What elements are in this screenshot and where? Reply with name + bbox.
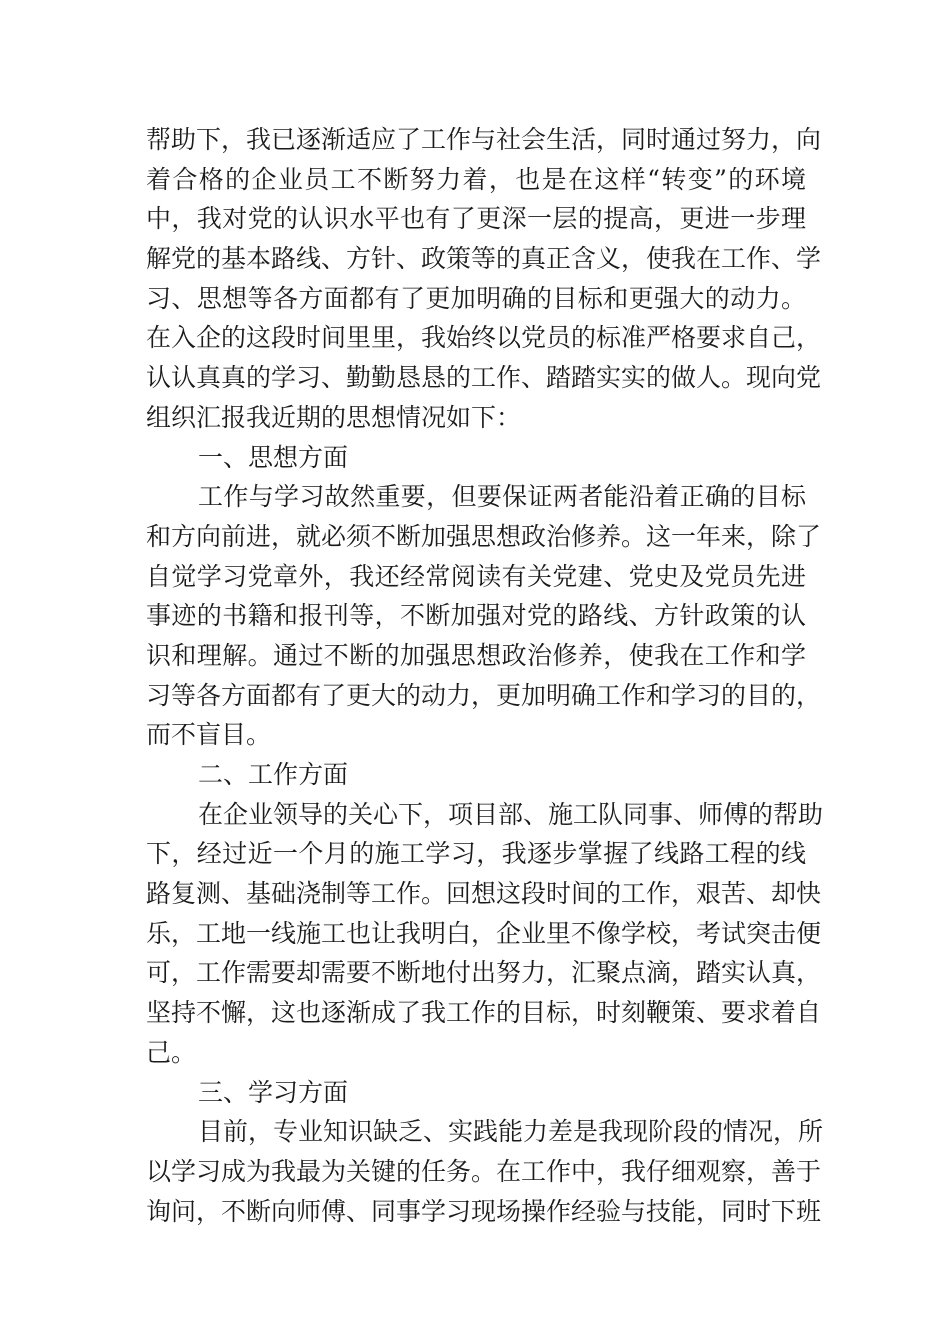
text-line: 识和理解。通过不断的加强思想政治修养，使我在工作和学 (146, 640, 806, 670)
text-line: 自觉学习党章外，我还经常阅读有关党建、党史及党员先进 (146, 561, 806, 591)
text-line: 在入企的这段时间里里，我始终以党员的标准严格要求自己， (146, 323, 822, 353)
text-line: 认认真真的学习、勤勤恳恳的工作、踏踏实实的做人。现向党 (146, 363, 822, 393)
text-line: 和方向前进，就必须不断加强思想政治修养。这一年来，除了 (146, 521, 822, 551)
text-line: 下，经过近一个月的施工学习，我逐步掌握了线路工程的线 (146, 839, 806, 869)
text-line: 己。 (146, 1037, 197, 1067)
text-line: 目前，专业知识缺乏、实践能力差是我现阶段的情况，所 (198, 1117, 824, 1147)
text-line: 习等各方面都有了更大的动力，更加明确工作和学习的目的， (146, 680, 822, 710)
text-line: 以学习成为我最为关键的任务。在工作中，我仔细观察，善于 (146, 1156, 822, 1186)
text-line: 组织汇报我近期的思想情况如下： (146, 402, 522, 432)
text-line: 询问，不断向师傅、同事学习现场操作经验与技能，同时下班 (146, 1196, 822, 1226)
text-line: 事迹的书籍和报刊等，不断加强对党的路线、方针政策的认 (146, 601, 806, 631)
text-line: 在企业领导的关心下，项目部、施工队同事、师傅的帮助 (198, 799, 824, 829)
text-line: 乐，工地一线施工也让我明白，企业里不像学校，考试突击便 (146, 918, 822, 948)
text-line: 可，工作需要却需要不断地付出努力，汇聚点滴，踏实认真， (146, 958, 822, 988)
section-heading-thought: 一、思想方面 (198, 442, 349, 472)
text-line: 路复测、基础浇制等工作。回想这段时间的工作，艰苦、却快 (146, 879, 822, 909)
text-line: 中，我对党的认识水平也有了更深一层的提高，更进一步理 (146, 204, 806, 234)
text-line: 帮助下，我已逐渐适应了工作与社会生活，同时通过努力，向 (146, 125, 822, 154)
text-line: 解党的基本路线、方针、政策等的真正含义，使我在工作、学 (146, 244, 822, 274)
section-heading-work: 二、工作方面 (198, 760, 349, 789)
text-line: 而不盲目。 (146, 720, 272, 750)
section-heading-study: 三、学习方面 (198, 1077, 349, 1107)
text-line: 工作与学习故然重要，但要保证两者能沿着正确的目标 (198, 482, 806, 512)
text-line: 习、思想等各方面都有了更加明确的目标和更强大的动力。 (146, 283, 806, 313)
document-body (146, 120, 824, 1231)
text-line: 着合格的企业员工不断努力着，也是在这样“转变”的环境 (146, 164, 806, 194)
text-line: 坚持不懈，这也逐渐成了我工作的目标，时刻鞭策、要求着自 (146, 998, 822, 1028)
